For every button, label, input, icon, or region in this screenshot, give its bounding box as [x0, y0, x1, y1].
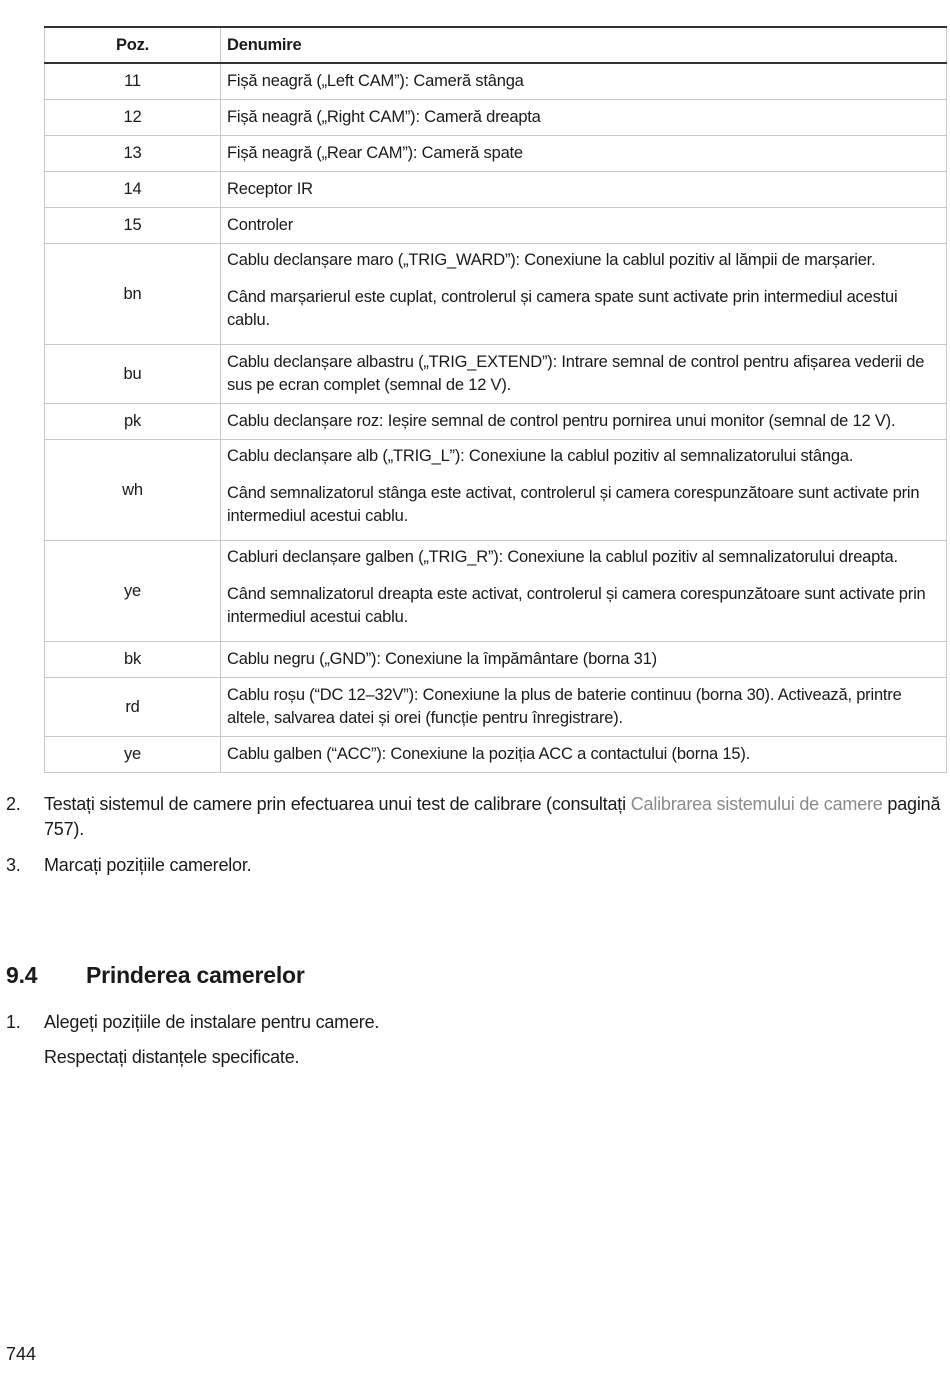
table-body	[45, 63, 947, 773]
step-text: Marcați pozițiile camerelor.	[44, 855, 252, 875]
description-paragraph: Când marșarierul este cuplat, controlerul și camera spate sunt activate prin intermediul acestui cablu.	[227, 288, 898, 329]
row-description	[221, 345, 947, 404]
row-description	[221, 737, 947, 773]
steps-list	[0, 792, 950, 889]
row-pos: pk	[45, 404, 221, 440]
step-item	[0, 853, 950, 878]
step-number: 1.	[6, 1012, 21, 1032]
table-row	[45, 440, 947, 541]
row-description	[221, 642, 947, 678]
row-pos: bk	[45, 642, 221, 678]
table-row	[45, 678, 947, 737]
step-text: Alegeți pozițiile de instalare pentru camere.	[44, 1012, 380, 1032]
row-pos: bn	[45, 244, 221, 345]
description-paragraph: Cablu declanșare albastru („TRIG_EXTEND”): Intrare semnal de control pentru afișarea vederii de sus pe ecran complet (semnal de 12 V).	[227, 353, 925, 394]
step-note: Respectați distanțele specificate.	[44, 1047, 300, 1067]
step-item	[0, 792, 950, 842]
table-row	[45, 63, 947, 100]
section-number: 9.4	[6, 962, 38, 988]
description-paragraph: Cabluri declanșare galben („TRIG_R”): Conexiune la cablul pozitiv al semnalizatorului dreapta.	[227, 548, 898, 566]
row-description	[221, 541, 947, 642]
steps-list-2	[0, 1010, 950, 1070]
row-description	[221, 172, 947, 208]
table-row	[45, 345, 947, 404]
table-row	[45, 208, 947, 244]
table-row	[45, 244, 947, 345]
description-paragraph: Când semnalizatorul dreapta este activat, controlerul și camera corespunzătoare sunt activate prin intermediul acestui cablu.	[227, 585, 926, 626]
step-number: 3.	[6, 855, 21, 875]
header-name: Denumire	[221, 27, 947, 63]
table-row	[45, 100, 947, 136]
row-pos: 15	[45, 208, 221, 244]
table-row	[45, 136, 947, 172]
row-description	[221, 136, 947, 172]
cable-position-table	[44, 26, 947, 773]
description-paragraph: Cablu galben (“ACC”): Conexiune la poziția ACC a contactului (borna 15).	[227, 745, 751, 763]
table-row	[45, 404, 947, 440]
row-pos: 11	[45, 63, 221, 100]
row-description	[221, 208, 947, 244]
row-pos: ye	[45, 541, 221, 642]
row-pos: 14	[45, 172, 221, 208]
table-row	[45, 737, 947, 773]
row-pos: wh	[45, 440, 221, 541]
step-number: 2.	[6, 794, 21, 814]
row-pos: 13	[45, 136, 221, 172]
step-text-after: pagină 757).	[44, 794, 941, 839]
row-description	[221, 63, 947, 100]
page-number: 744	[6, 1344, 37, 1364]
section-title: Prinderea camerelor	[86, 962, 305, 988]
description-paragraph: Cablu declanșare roz: Ieșire semnal de control pentru pornirea unui monitor (semnal de 12 V).	[227, 412, 896, 430]
description-paragraph: Fișă neagră („Left CAM”): Cameră stânga	[227, 72, 524, 90]
row-description	[221, 678, 947, 737]
row-description	[221, 244, 947, 345]
table-row	[45, 172, 947, 208]
description-paragraph: Receptor IR	[227, 180, 313, 198]
description-paragraph: Cablu declanșare alb („TRIG_L”): Conexiune la cablul pozitiv al semnalizatorului stânga.	[227, 447, 854, 465]
description-paragraph: Fișă neagră („Rear CAM”): Cameră spate	[227, 144, 523, 162]
description-paragraph: Fișă neagră („Right CAM”): Cameră dreapta	[227, 108, 541, 126]
row-pos: ye	[45, 737, 221, 773]
table-row	[45, 642, 947, 678]
calibration-link[interactable]: Calibrarea sistemului de camere	[630, 794, 883, 814]
description-paragraph: Când semnalizatorul stânga este activat, controlerul și camera corespunzătoare sunt activate prin intermediul acestui cablu.	[227, 484, 920, 525]
header-pos: Poz.	[45, 27, 221, 63]
row-pos: bu	[45, 345, 221, 404]
description-paragraph: Cablu negru („GND”): Conexiune la împământare (borna 31)	[227, 650, 657, 668]
table-row	[45, 541, 947, 642]
row-pos: rd	[45, 678, 221, 737]
table-header-row	[45, 27, 947, 63]
description-paragraph: Cablu declanșare maro („TRIG_WARD”): Conexiune la cablul pozitiv al lămpii de marșarier.	[227, 251, 876, 269]
row-description	[221, 100, 947, 136]
step-text-before: Testați sistemul de camere prin efectuarea unui test de calibrare (consultați	[44, 794, 631, 814]
step-item	[0, 1010, 950, 1035]
row-pos: 12	[45, 100, 221, 136]
row-description	[221, 404, 947, 440]
description-paragraph: Cablu roșu (“DC 12–32V”): Conexiune la plus de baterie continuu (borna 30). Activează, printre altele, salvarea datei și orei (funcție pentru înregistrare).	[227, 686, 902, 727]
row-description	[221, 440, 947, 541]
description-paragraph: Controler	[227, 216, 294, 234]
section-heading	[6, 962, 305, 989]
